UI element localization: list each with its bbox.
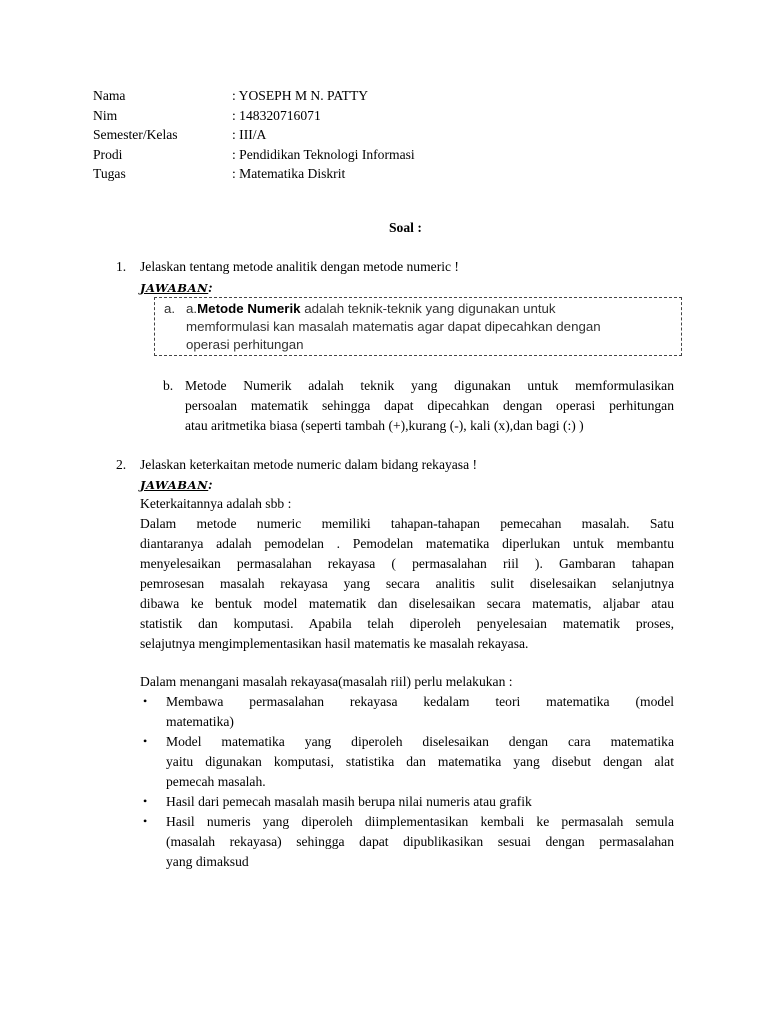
answer-b-marker: b. [163,378,174,393]
answer-2-paragraph-line: Dalam metode numeric memiliki tahapan-tahapan pemecahan masalah. Satu [140,516,674,531]
answer-2-paragraph-line: diantaranya adalah pemodelan . Pemodelan matematika diperlukan untuk membantu [140,536,674,551]
answer-b-line: Metode Numerik adalah teknik yang digunakan untuk memformulasikan [185,378,674,393]
answer-a-bold-term: Metode Numerik [197,301,301,316]
header-row-nama [93,86,415,106]
header-value: : Matematika Diskrit [232,166,346,181]
answer-2-paragraph-line: dibawa ke bentuk model matematik dan diselesaikan secara matematis, aljabar atau [140,596,674,611]
header-value: : YOSEPH M N. PATTY [232,88,369,103]
answer-2-paragraph-line: selajutnya mengimplementasikan hasil matematis ke masalah rekayasa. [140,636,529,651]
header-label: Nim [93,107,118,123]
bullet-1-line: matematika) [166,714,234,729]
answer-2-paragraph-line: menyelesaikan permasalahan rekayasa ( permasalahan riil ). Gambaran tahapan [140,556,674,571]
jawaban-text: JAWABAN [140,478,209,492]
page-title: Soal : [389,220,422,235]
header-value: : Pendidikan Teknologi Informasi [232,146,415,162]
steps-intro: Dalam menangani masalah rekayasa(masalah riil) perlu melakukan : [140,674,513,689]
question-1-text: Jelaskan tentang metode analitik dengan metode numeric ! [140,259,459,274]
jawaban-label-1 [140,278,213,299]
question-1-number: 1. [116,259,127,274]
bullet-4-line: (masalah rekayasa) sehingga dapat dipublikasikan sesuai dengan permasalahan [166,834,674,849]
bullet-icon: • [143,694,148,708]
bullet-2-line: Model matematika yang diperoleh diselesaikan dengan cara matematika [166,734,674,749]
header-value: : 148320716071 [232,107,321,123]
bullet-3-line: Hasil dari pemecah masalah masih berupa nilai numeris atau grafik [166,794,532,809]
jawaban-label-2 [140,475,213,496]
answer-b-line: persoalan matematik sehingga dapat dipecahkan dengan operasi perhitungan [185,398,674,413]
header-row-semester [93,125,415,145]
jawaban-colon: : [208,280,213,295]
header-row-nim [93,106,415,126]
answer-a-line-2: memformulasi kan masalah matematis agar dapat dipecahkan dengan [186,319,601,334]
bullet-icon: • [143,734,148,748]
bullet-icon: • [143,814,148,828]
header-value: : III/A [232,127,267,142]
bullet-4-line: Hasil numeris yang diperoleh diimplementasikan kembali ke permasalah semula [166,814,674,829]
bullet-1-line: Membawa permasalahan rekayasa kedalam teori matematika (model [166,694,674,709]
question-2-text: Jelaskan keterkaitan metode numeric dalam bidang rekayasa ! [140,457,478,472]
bullet-2-line: yaitu digunakan komputasi, statistika dan matematika yang disebut dengan alat [166,754,674,769]
header-label: Tugas [93,166,126,181]
answer-2-paragraph-line: statistik dan komputasi. Apabila telah diperoleh penyelesaian matematik proses, [140,616,674,631]
answer-2-intro: Keterkaitannya adalah sbb : [140,496,292,511]
answer-a-line-1 [186,299,556,319]
answer-a-marker: a. [164,301,176,316]
bullet-4-line: yang dimaksud [166,854,249,869]
question-2-number: 2. [116,457,127,472]
header-label: Nama [93,88,126,103]
answer-a-line-3: operasi perhitungan [186,337,304,352]
answer-2-paragraph-line: pemrosesan masalah rekayasa yang secara analitis sulit diselesaikan selanjutnya [140,576,674,591]
header-label: Prodi [93,146,123,162]
answer-a-prefix: a. [186,301,198,316]
header-label: Semester/Kelas [93,127,178,142]
header-row-tugas [93,164,415,184]
bullet-2-line: pemecah masalah. [166,774,266,789]
header-row-prodi [93,145,415,165]
jawaban-colon: : [208,477,213,492]
answer-b-line: atau aritmetika biasa (seperti tambah (+),kurang (-), kali (x),dan bagi (:) ) [185,418,584,433]
jawaban-text: JAWABAN [140,281,209,295]
bullet-icon: • [143,794,148,808]
header-table [93,86,415,184]
answer-a-rest: adalah teknik-teknik yang digunakan untuk [300,301,556,316]
